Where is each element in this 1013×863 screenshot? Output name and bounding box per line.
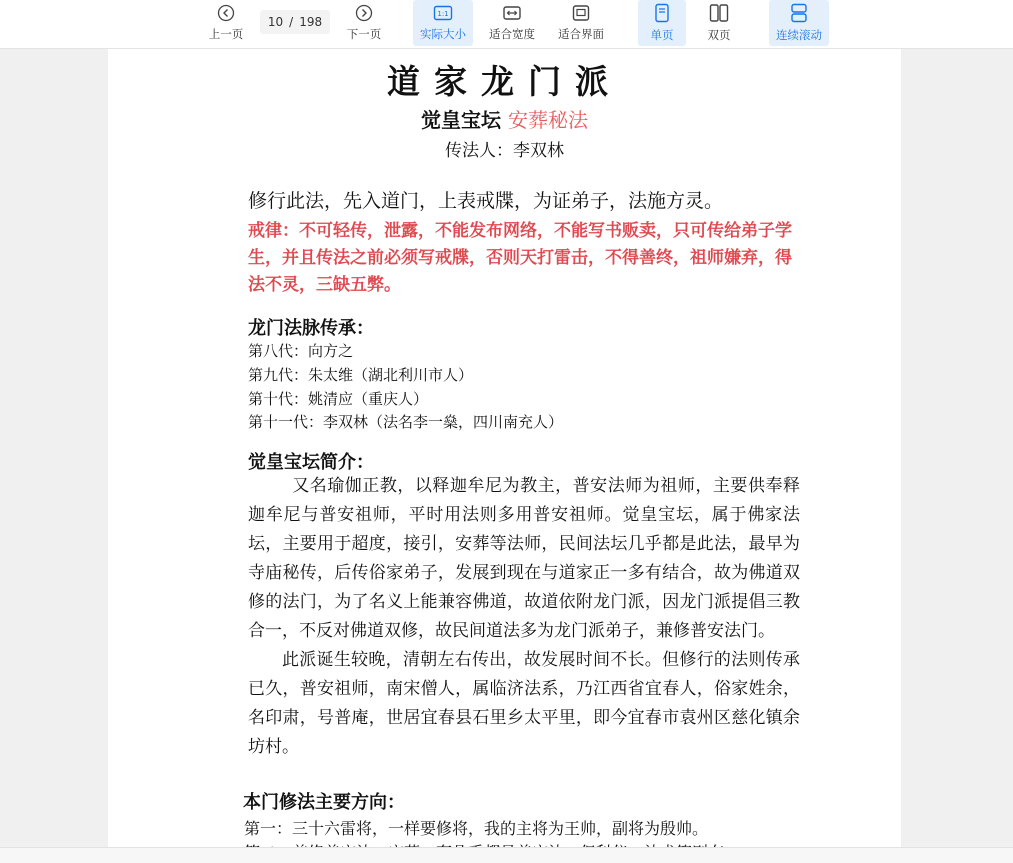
author-line: 传法人：李双林 [445, 141, 564, 161]
fit-page-icon [571, 4, 591, 22]
fit-page-label: 适合界面 [558, 27, 604, 41]
subtitle-red: 安葬秘法 [507, 108, 588, 132]
lineage-item: 第十一代：李双林（法名李一燊，四川南充人） [248, 413, 564, 431]
chevron-right-circle-icon [355, 4, 373, 22]
document-subtitle [108, 104, 901, 133]
subtitle-main: 觉皇宝坛 [421, 108, 502, 132]
document-title: 道家龙门派 [387, 62, 622, 101]
lineage-heading: 龙门法脉传承： [248, 318, 374, 339]
actual-size-label: 实际大小 [420, 27, 466, 41]
viewer-toolbar [0, 0, 1013, 49]
precepts-paragraph: 戒律：不可轻传，泄露，不能发布网络，不能写书贩卖，只可传给弟子学生，并且传法之前必须写戒牒，否则天打雷击，不得善终，祖师嫌弃，得法不灵，三缺五弊。 [248, 221, 792, 295]
page-indicator[interactable] [260, 10, 330, 34]
total-pages: 198 [299, 15, 323, 29]
direction-item: 第一：三十六雷将，一样要修将，我的主将为王帅，副将为殷帅。 [244, 819, 709, 838]
page-separator: / [289, 15, 294, 29]
actual-size-button[interactable] [413, 0, 473, 46]
single-page-label: 单页 [650, 28, 674, 42]
lineage-item: 第九代：朱太维（湖北利川市人） [248, 366, 474, 384]
chevron-left-circle-icon [217, 4, 235, 22]
direction-heading: 本门修法主要方向： [243, 792, 405, 813]
prev-page-button[interactable] [202, 0, 250, 46]
double-page-icon [709, 3, 729, 23]
paragraph-2: 此派诞生较晚，清朝左右传出，故发展时间不长。但修行的法则传承已久，普安祖师，南宋僧人，属临济法系，乃江西省宜春人，俗家姓余，名印肃，号普庵，世居宜春县石里乡太平里，即今宜春市袁州区慈化镇余坊村。 [248, 650, 800, 757]
lineage-item: 第八代：向方之 [248, 342, 354, 360]
continuous-scroll-button[interactable] [769, 0, 829, 46]
next-page-label: 下一页 [346, 27, 382, 41]
double-page-label: 双页 [707, 28, 731, 42]
intro-heading: 觉皇宝坛简介： [248, 452, 374, 473]
fit-page-button[interactable] [551, 0, 611, 46]
continuous-scroll-icon [789, 3, 809, 23]
double-page-button[interactable] [695, 0, 743, 46]
paragraph-1: 又名瑜伽正教，以释迦牟尼为教主，普安法师为祖师，主要供奉释迦牟尼与普安祖师，平时用法则多用普安祖师。觉皇宝坛，属于佛家法坛，主要用于超度，接引，安葬等法师，民间法坛几乎都是此法，最早为寺庙秘传，后传俗家弟子，发展到现在与道家正一多有结合，故为佛道双修的法门，为了名义上能兼容佛道，故道依附龙门派，因龙门派提倡三教合一，不反对佛道双修，故民间道法多为龙门派弟子，兼修普安法门。 [248, 476, 800, 641]
document-viewport[interactable] [0, 48, 1013, 862]
single-page-button[interactable] [638, 0, 686, 46]
next-page-button[interactable] [340, 0, 388, 46]
fit-width-icon [502, 4, 522, 22]
continuous-scroll-label: 连续滚动 [776, 28, 822, 42]
lineage-item: 第十代：姚清应（重庆人） [248, 390, 429, 408]
single-page-icon [653, 3, 671, 23]
fit-width-button[interactable] [482, 0, 542, 46]
document-page [108, 48, 901, 862]
actual-size-icon [433, 4, 453, 22]
current-page-input[interactable]: 10 [267, 15, 284, 29]
prev-page-label: 上一页 [208, 27, 244, 41]
svg-text:1:1: 1:1 [437, 10, 449, 18]
fit-width-label: 适合宽度 [489, 27, 535, 41]
intro-line: 修行此法，先入道门，上表戒牒，为证弟子，法施方灵。 [248, 190, 724, 212]
horizontal-scrollbar[interactable] [0, 847, 1013, 863]
intro-paragraphs [248, 472, 800, 762]
